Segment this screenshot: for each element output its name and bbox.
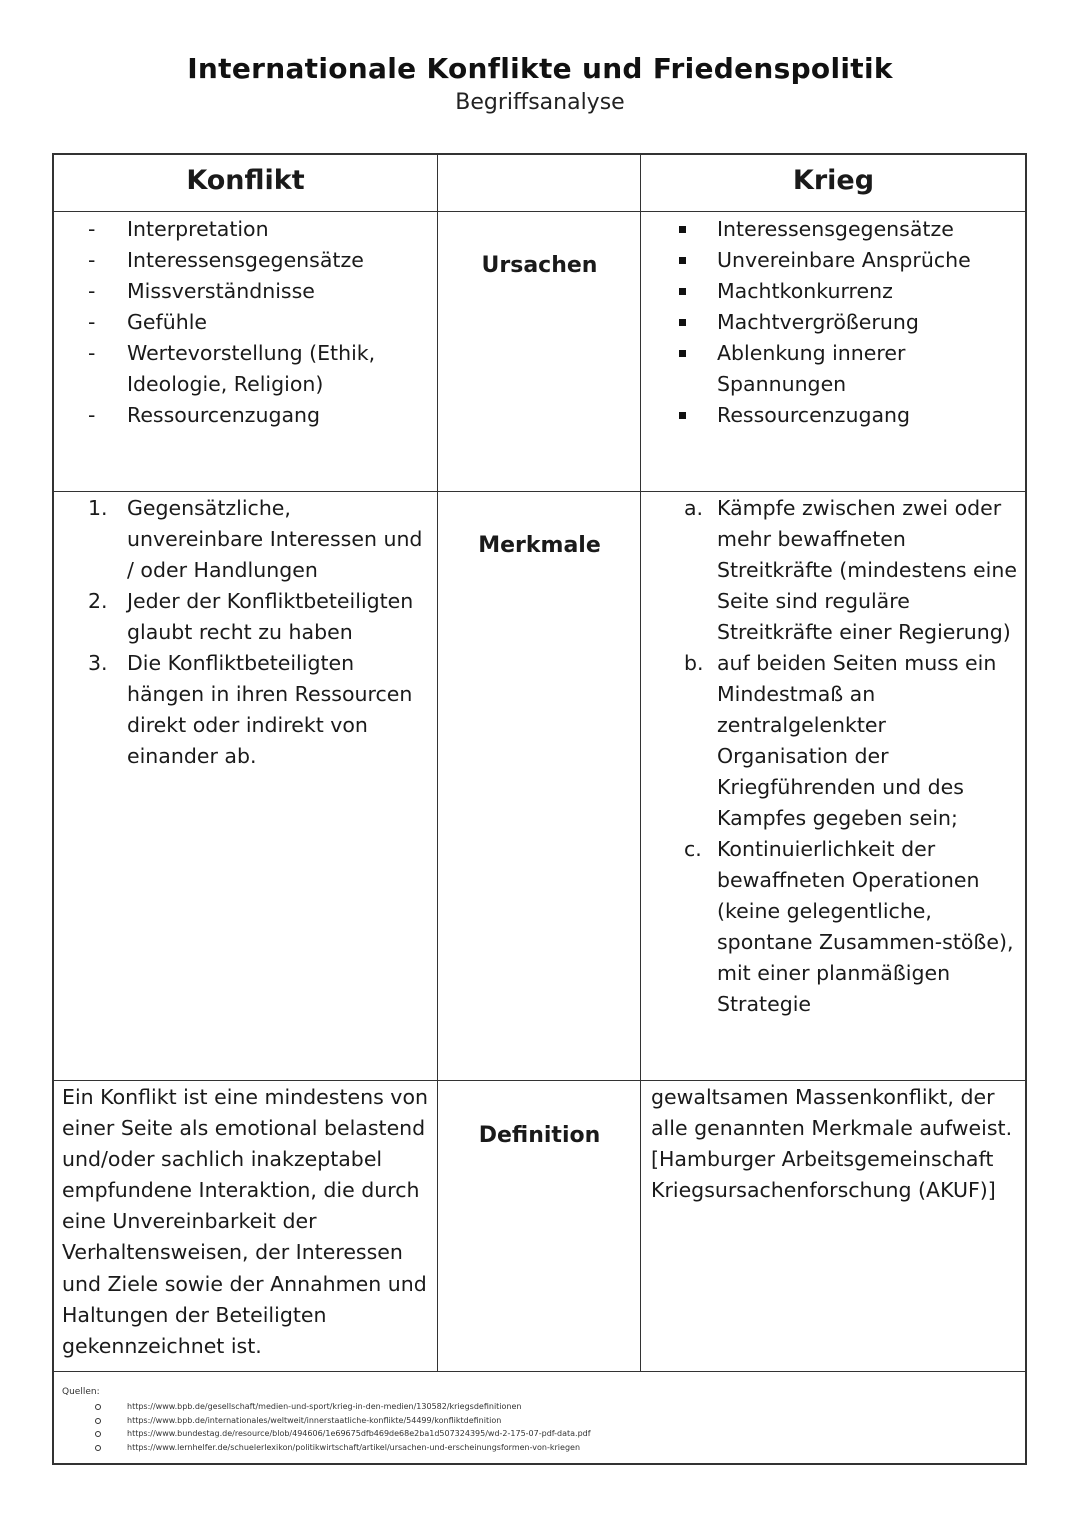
square-bullet-icon [679,226,686,233]
list-item: Ressourcenzugang [670,400,1000,431]
list-item: https://www.lernhelfer.de/schuelerlexikon/politikwirtschaft/artikel/ursachen-und-erscheinungsformen-von-kriegen [95,1441,591,1455]
circle-bullet-icon [95,1445,101,1451]
list-item: a. Kämpfe zwischen zwei oder mehr bewaffneten Streitkräfte (mindestens eine Seite sind reguläre Streitkräfte einer Regierung) [684,496,1017,644]
list-item: Machtvergrößerung [670,307,1000,338]
square-bullet-icon [679,288,686,295]
table-divider-header [52,211,1027,212]
list-item: Machtkonkurrenz [670,276,1000,307]
circle-bullet-icon [95,1404,101,1410]
square-bullet-icon [679,257,686,264]
sources-title: Quellen: [62,1387,100,1397]
table-divider-ursachen [52,491,1027,492]
column-header-krieg: Krieg [792,165,875,196]
list-item: - Ressourcenzugang [88,403,321,427]
table-column-divider-left [437,153,438,1371]
list-item: 3. Die Konfliktbeteiligten hängen in ihren Ressourcen direkt oder indirekt von einander ab. [88,651,413,768]
page-title: Internationale Konflikte und Friedenspolitik [187,52,893,85]
square-bullet-icon [679,319,686,326]
krieg-merkmale-list [670,493,1018,1020]
circle-bullet-icon [95,1431,101,1437]
sources-list [95,1400,591,1454]
page-subtitle: Begriffsanalyse [455,90,625,115]
row-label-merkmale: Merkmale [478,533,601,558]
list-item: Ablenkung innerer Spannungen [670,338,1000,400]
konflikt-definition-text: Ein Konflikt ist eine mindestens von einer Seite als emotional belastend und/oder sachlich inakzeptabel empfundene Interaktion, die durch eine Unvereinbarkeit der Verhaltensweisen, der Interessen und Ziele sowie der Annahmen und Haltungen der Beteiligten gekennzeichnet ist. [62,1085,428,1358]
list-item: 1. Gegensätzliche, unvereinbare Interessen und / oder Handlungen [88,496,423,582]
list-item: - Interessensgegensätze [88,248,364,272]
square-bullet-icon [679,350,686,357]
konflikt-ursachen-list [80,214,430,431]
square-bullet-icon [679,412,686,419]
konflikt-merkmale-list [80,493,430,772]
column-header-konflikt: Konflikt [186,165,305,196]
krieg-ursachen-list [670,214,1000,431]
list-item: https://www.bundestag.de/resource/blob/494606/1e69675dfb469de68e2ba1d507324395/wd-2-175-07-pdf-data.pdf [95,1427,591,1441]
table-divider-definition [52,1371,1027,1372]
list-item: - Wertevorstellung (Ethik, Ideologie, Religion) [88,341,376,396]
list-item: https://www.bpb.de/internationales/weltweit/innerstaatliche-konflikte/54499/konfliktdefinition [95,1414,591,1428]
list-item: Unvereinbare Ansprüche [670,245,1000,276]
table-divider-merkmale [52,1080,1027,1081]
krieg-definition-text: gewaltsamen Massenkonflikt, der alle genannten Merkmale aufweist. [Hamburger Arbeitsgemeinschaft Kriegsursachenforschung (AKUF)] [651,1085,1013,1203]
list-item: 2. Jeder der Konfliktbeteiligten glaubt recht zu haben [88,589,414,644]
list-item: - Interpretation [88,217,269,241]
table-column-divider-right [640,153,641,1371]
list-item: - Missverständnisse [88,279,315,303]
list-item: - Gefühle [88,310,208,334]
list-item: b. auf beiden Seiten muss ein Mindestmaß an zentralgelenkter Organisation der Kriegführenden und des Kampfes gegeben sein; [684,651,997,830]
list-item: https://www.bpb.de/gesellschaft/medien-und-sport/krieg-in-den-medien/130582/kriegsdefinitionen [95,1400,591,1414]
circle-bullet-icon [95,1418,101,1424]
row-label-ursachen: Ursachen [481,253,598,278]
row-label-definition: Definition [478,1123,601,1148]
list-item: Interessensgegensätze [670,214,1000,245]
list-item: c. Kontinuierlichkeit der bewaffneten Operationen (keine gelegentliche, spontane Zusammen-stöße), mit einer planmäßigen Strategie [684,837,1014,1016]
